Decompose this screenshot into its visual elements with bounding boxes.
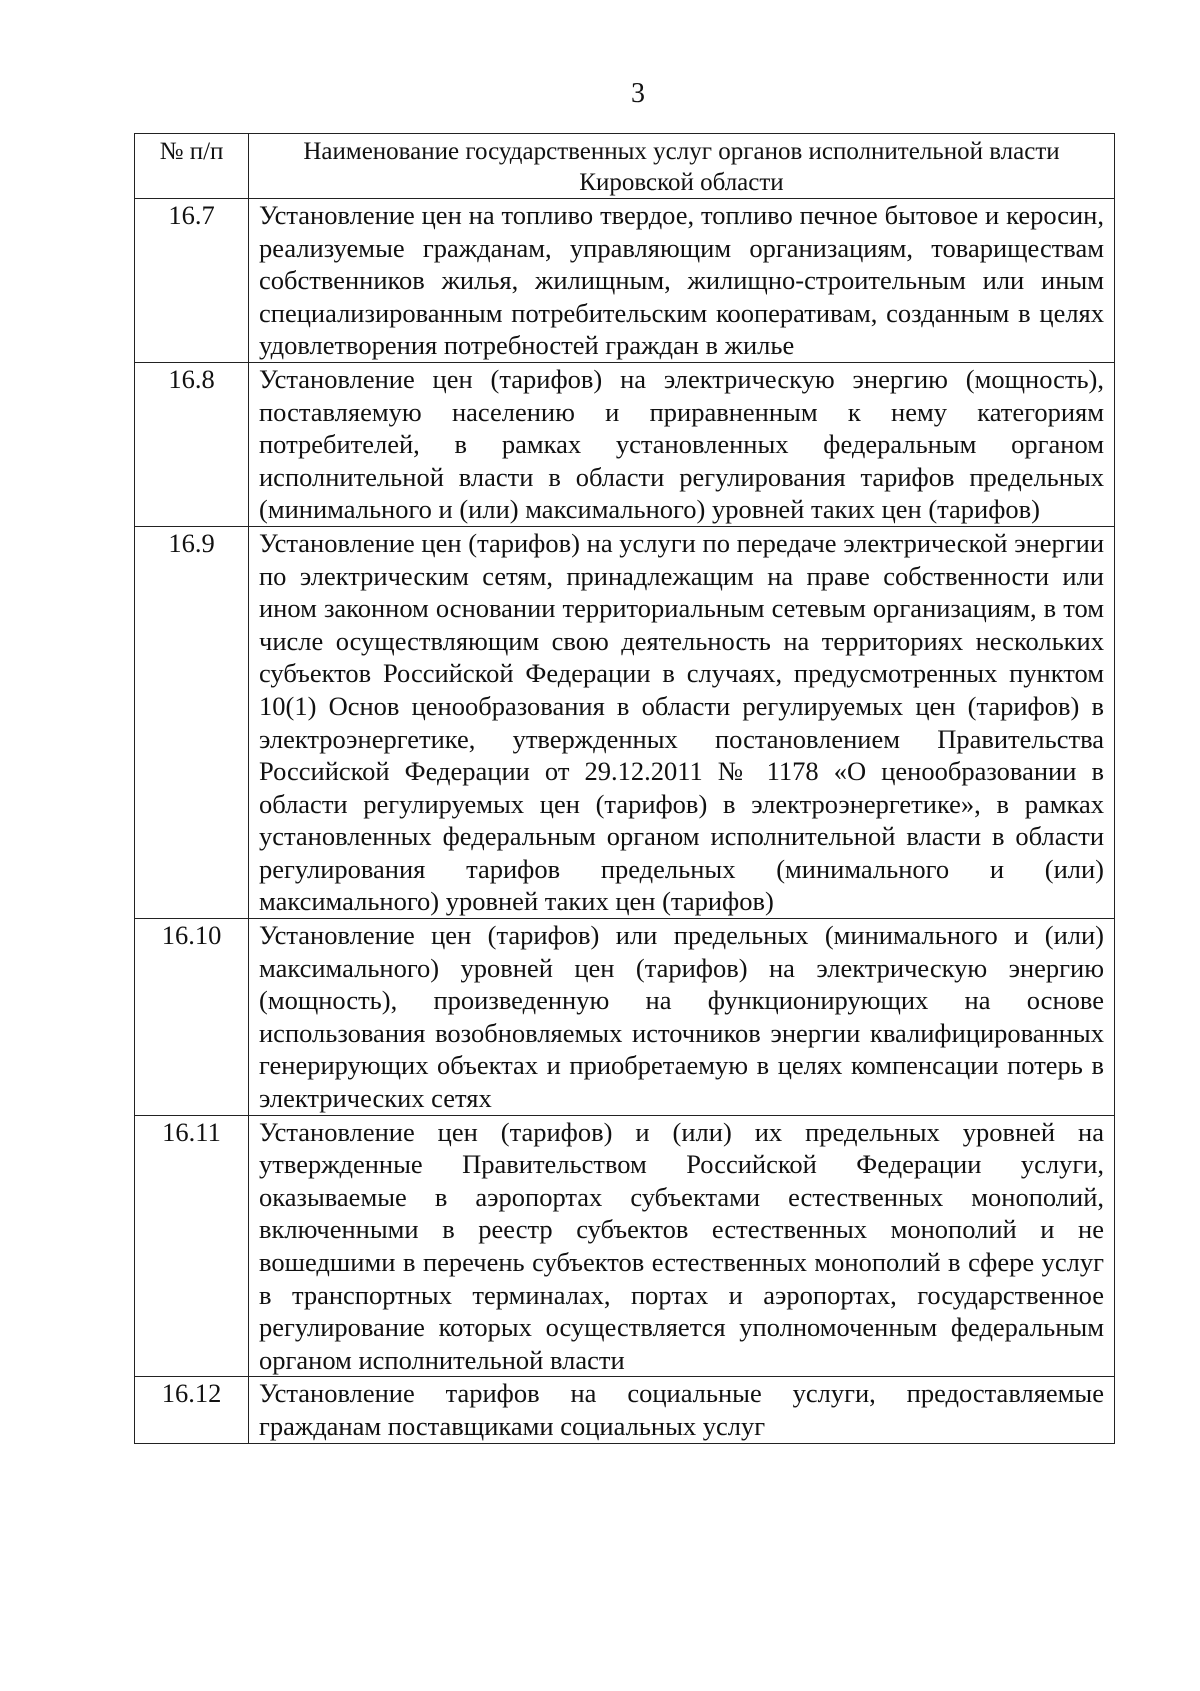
row-number: 16.7: [135, 199, 249, 363]
row-service-text: Установление цен (тарифов) на электрическую энергию (мощность), поставляемую населению и приравненным к нему категориям потребителей, в рамках установленных федеральным органом исполнительной власти в области регулирования тарифов предельных (минимального и (или) максимального) уровней таких цен (тарифов): [249, 362, 1115, 526]
table-row: [135, 362, 1115, 526]
row-number: 16.11: [135, 1115, 249, 1377]
services-table: [134, 133, 1115, 1444]
row-service-text: Установление цен (тарифов) или предельных (минимального и (или) максимального) уровней цен (тарифов) на электрическую энергию (мощность), произведенную на функционирующих на основе использования возобновляемых источников энергии квалифицированных генерирующих объектах и приобретаемую в целях компенсации потерь в электрических сетях: [249, 919, 1115, 1116]
header-number: № п/п: [135, 134, 249, 199]
row-service-text: Установление цен (тарифов) и (или) их предельных уровней на утвержденные Правительством Российской Федерации услуги, оказываемые в аэропортах субъектами естественных монополий, включенными в реестр субъектов естественных монополий и не вошедшими в перечень субъектов естественных монополий в сфере услуг в транспортных терминалах, портах и аэропортах, государственное регулирование которых осуществляется уполномоченным федеральным органом исполнительной власти: [249, 1115, 1115, 1377]
row-number: 16.12: [135, 1377, 249, 1443]
page-number: 3: [631, 78, 645, 109]
table-row: [135, 526, 1115, 918]
row-number: 16.8: [135, 362, 249, 526]
row-service-text: Установление тарифов на социальные услуги, предоставляемые гражданам поставщиками социальных услуг: [249, 1377, 1115, 1443]
table-row: [135, 1377, 1115, 1443]
row-number: 16.9: [135, 526, 249, 918]
row-number: 16.10: [135, 919, 249, 1116]
table-row: [135, 199, 1115, 363]
row-service-text: Установление цен (тарифов) на услуги по передаче электрической энергии по электрическим сетям, принадлежащим на праве собственности или ином законном основании территориальным сетевым организациям, в том числе осуществляющим свою деятельность на территориях нескольких субъектов Российской Федерации в случаях, предусмотренных пунктом 10(1) Основ ценообразования в области регулируемых цен (тарифов) в электроэнергетике, утвержденных постановлением Правительства Российской Федерации от 29.12.2011 № 1178 «О ценообразовании в области регулируемых цен (тарифов) в электроэнергетике», в рамках установленных федеральным органом исполнительной власти в области регулирования тарифов предельных (минимального и (или) максимального) уровней таких цен (тарифов): [249, 526, 1115, 918]
table-row: [135, 1115, 1115, 1377]
table-header-row: [135, 134, 1115, 199]
row-service-text: Установление цен на топливо твердое, топливо печное бытовое и керосин, реализуемые гражданам, управляющим организациям, товариществам собственников жилья, жилищным, жилищно-строительным или иным специализированным потребительским кооперативам, созданным в целях удовлетворения потребностей граждан в жилье: [249, 199, 1115, 363]
table-row: [135, 919, 1115, 1116]
header-service-name: Наименование государственных услуг органов исполнительной власти Кировской области: [249, 134, 1115, 199]
